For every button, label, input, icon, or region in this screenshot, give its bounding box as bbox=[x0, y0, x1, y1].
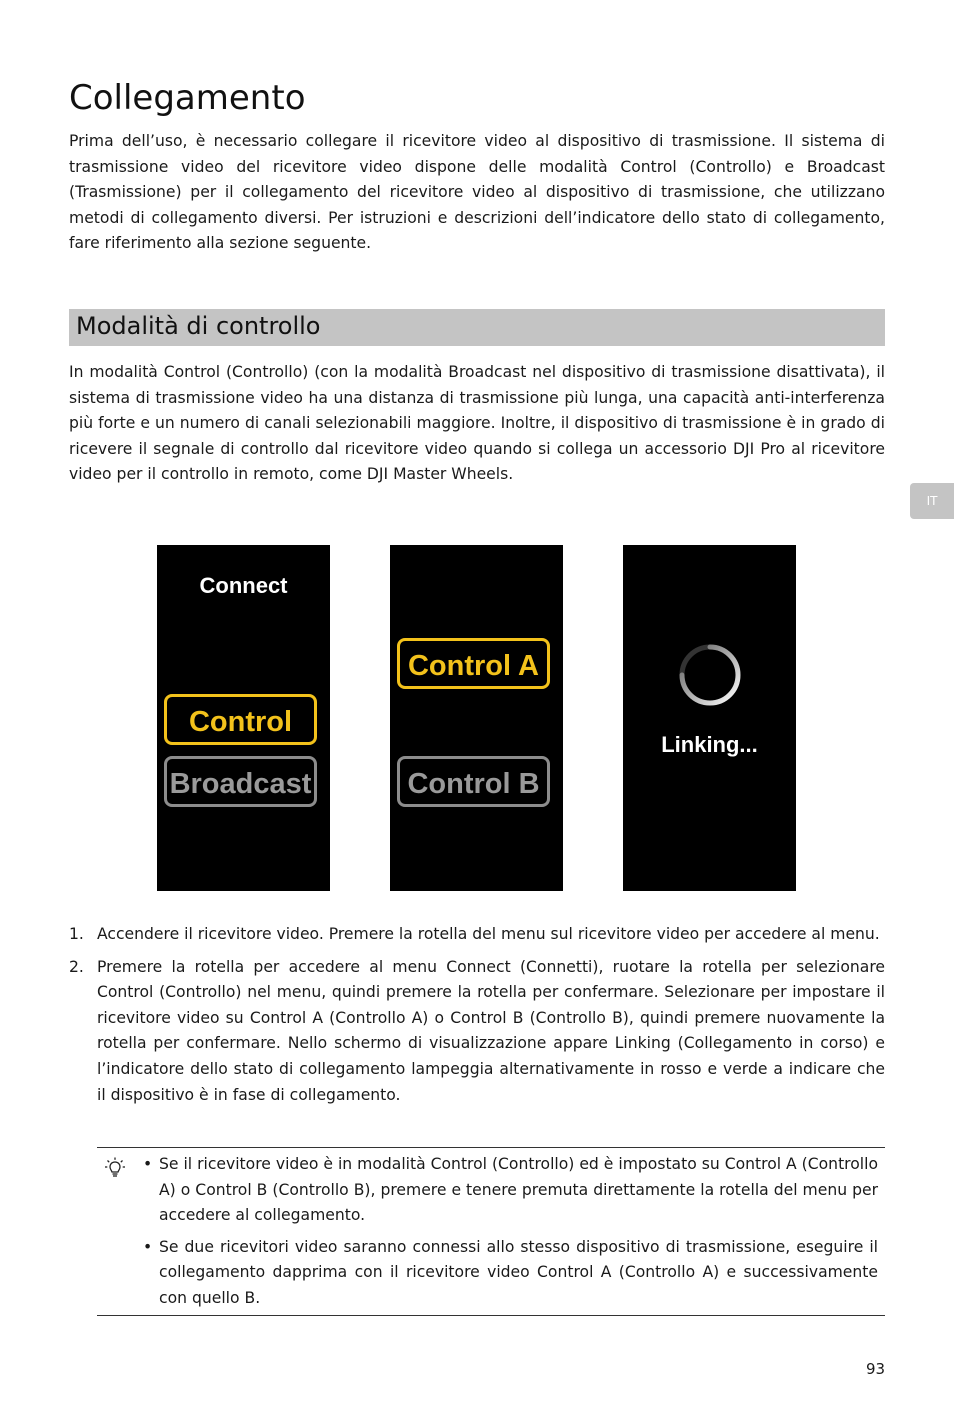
screen-linking bbox=[623, 545, 796, 891]
tip-item bbox=[143, 1235, 878, 1312]
loading-spinner-icon bbox=[677, 642, 743, 708]
tip-list bbox=[143, 1152, 878, 1318]
steps-list bbox=[69, 922, 885, 1108]
screen-control-select bbox=[390, 545, 563, 891]
control-option: Control bbox=[164, 694, 317, 745]
intro-paragraph: Prima dell’uso, è necessario collegare il ricevitore video al dispositivo di trasmissione. Il sistema di trasmissione video del ricevitore video dispone delle modalità Control (Controllo) e Broadcast (Trasmissione) per il collegamento del ricevitore video al dispositivo di trasmissione, che utilizzano metodi di collegamento diversi. Per istruzioni e descrizioni dell’indicatore dello stato di collegamento, fare riferimento alla sezione seguente. bbox=[69, 132, 885, 253]
tip-text: Se il ricevitore video è in modalità Control (Controllo) ed è impostato su Control A (Controllo A) o Control B (Controllo B), premere e tenere premuta direttamente la rotella del menu per accedere al collegamento. bbox=[159, 1155, 878, 1225]
step-number: 2. bbox=[69, 957, 84, 976]
linking-status: Linking... bbox=[661, 732, 758, 757]
step-item bbox=[69, 922, 885, 948]
step-number: 1. bbox=[69, 925, 84, 943]
tip-box bbox=[97, 1147, 885, 1316]
control-b-option: Control B bbox=[397, 756, 550, 807]
page-number: 93 bbox=[866, 1360, 886, 1378]
step-text: Premere la rotella per accedere al menu Connect (Connetti), ruotare la rotella per selezionare Control (Controllo) nel menu, quindi premere la rotella per confermare. Selezionare per impostare il ricevitore video su Control A (Controllo A) o Control B (Controllo B), quindi premere nuovamente la rotella per confermare. Nello schermo di visualizzazione appare Linking (Collegamento in corso) e l’indicatore dello stato di collegamento lampeggia alternativamente in rosso e verde a indicare che il dispositivo è in fase di collegamento. bbox=[97, 957, 885, 1104]
tip-bullet: • bbox=[143, 1237, 153, 1256]
section-header-bar bbox=[69, 309, 885, 346]
screen-connect-menu bbox=[157, 545, 330, 891]
step-item bbox=[69, 955, 885, 1109]
broadcast-option: Broadcast bbox=[164, 756, 317, 807]
lightbulb-icon bbox=[104, 1157, 126, 1179]
tip-text: Se due ricevitori video saranno connessi allo stesso dispositivo di trasmissione, eseguire il collegamento dapprima con il ricevitore video Control A (Controllo A) e successivamente con quello B. bbox=[159, 1237, 878, 1307]
tip-bullet: • bbox=[143, 1155, 153, 1173]
section-title: Modalità di controllo bbox=[76, 312, 321, 340]
tip-item bbox=[143, 1152, 878, 1229]
control-a-option: Control A bbox=[397, 638, 550, 689]
language-side-tab: IT bbox=[910, 483, 954, 519]
connect-header: Connect bbox=[199, 573, 288, 598]
page-title: Collegamento bbox=[69, 78, 306, 118]
step-text: Accendere il ricevitore video. Premere la rotella del menu sul ricevitore video per accedere al menu. bbox=[97, 925, 880, 943]
section-paragraph: In modalità Control (Controllo) (con la modalità Broadcast nel dispositivo di trasmissione disattivata), il sistema di trasmissione video ha una distanza di trasmissione più lunga, una capacità anti-interferenza più forte e un numero di canali selezionabili maggiore. Inoltre, il dispositivo di trasmissione è in grado di ricevere il segnale di controllo dal ricevitore video quando si collega un accessorio DJI Pro al ricevitore video per il controllo in remoto, come DJI Master Wheels. bbox=[69, 363, 885, 484]
